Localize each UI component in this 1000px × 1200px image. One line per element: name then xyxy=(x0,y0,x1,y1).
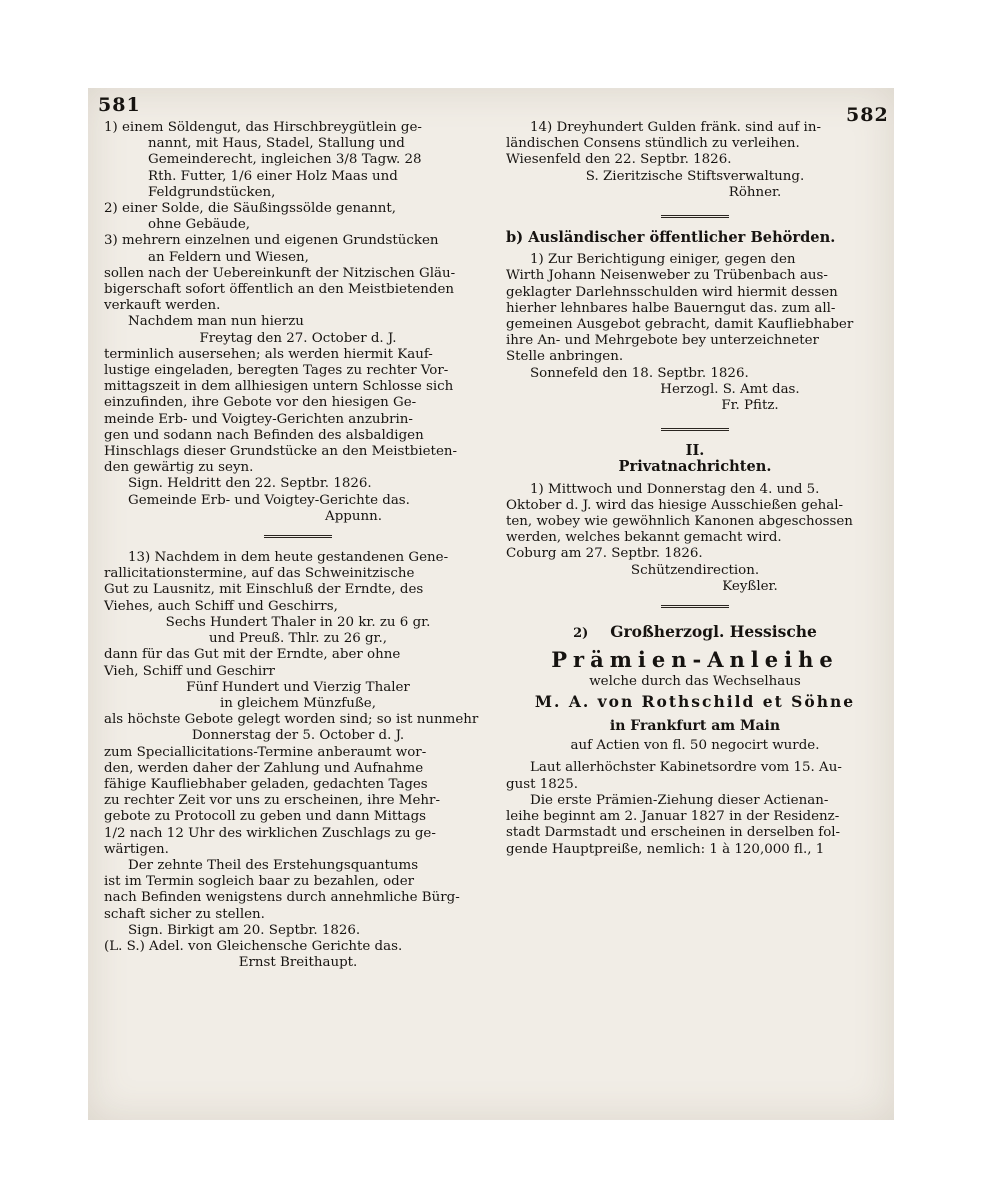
text-line: geklagter Darlehnsschulden wird hiermit dessen xyxy=(506,284,838,300)
text-line: den gewärtig zu seyn. xyxy=(104,460,254,476)
text-line: Die erste Prämien-Ziehung dieser Actienan- xyxy=(530,792,829,808)
text-line: gen und sodann nach Befinden des alsbaldigen xyxy=(104,427,424,443)
text-line: Der zehnte Theil des Erstehungsquantums xyxy=(128,857,419,873)
text-line: gende Hauptpreiße, nemlich: 1 à 120,000 fl., 1 xyxy=(506,841,825,857)
text-line: 1) Mittwoch und Donnerstag den 4. und 5. xyxy=(530,481,820,497)
item-14 xyxy=(506,120,884,201)
section-number: II. xyxy=(685,442,705,460)
text-line: 13) Nachdem in dem heute gestandenen Gene- xyxy=(128,550,449,566)
date-line: Coburg am 27. Septbr. 1826. xyxy=(506,546,703,562)
announcement-subline: auf Actien von fl. 50 negocirt wurde. xyxy=(570,738,820,754)
text-line: ländischen Consens stündlich zu verleihen. xyxy=(506,136,800,152)
text-line: zu rechter Zeit vor uns zu erscheinen, ihre Mehr- xyxy=(104,793,440,809)
item-p2-announcement xyxy=(506,620,884,858)
announcement-title-main: Prämien-Anleihe xyxy=(551,647,839,673)
signature-name: Fr. Pfitz. xyxy=(721,398,779,414)
item-13 xyxy=(104,550,492,923)
date-line: Wiesenfeld den 22. Septbr. 1826. xyxy=(506,152,732,168)
signature-place: Sign. Heldritt den 22. Septbr. 1826. xyxy=(128,476,372,492)
text-line: 14) Dreyhundert Gulden fränk. sind auf in- xyxy=(530,120,821,135)
announcement-subline: welche durch das Wechselhaus xyxy=(589,674,801,690)
text-line: verkauft werden. xyxy=(104,298,221,314)
paragraph-sale xyxy=(104,266,492,315)
text-line: terminlich ausersehen; als werden hiermit Kauf- xyxy=(104,346,433,362)
text-line: Feldgrundstücken, xyxy=(148,184,276,200)
item-number: 2) xyxy=(573,626,589,642)
item-2 xyxy=(104,201,492,233)
text-line: mittagszeit in dem allhiesigen untern Schlosse sich xyxy=(104,379,454,395)
item-3 xyxy=(104,233,492,265)
text-line: 2) einer Solde, die Säußingssölde genannt, xyxy=(104,201,397,217)
offer-line: in gleichem Münzfuße, xyxy=(220,695,376,711)
text-line: lustige eingeladen, beregten Tages zu rechter Vor- xyxy=(104,363,449,379)
text-line: Gut zu Lausnitz, mit Einschluß der Erndte, des xyxy=(104,582,424,598)
text-line: meinde Erb- und Voigtey-Gerichten anzubrin- xyxy=(104,411,413,427)
text-line: bigerschaft sofort öffentlich an den Meistbietenden xyxy=(104,282,455,298)
text-line: Vieh, Schiff und Geschirr xyxy=(104,663,275,679)
left-column xyxy=(104,120,492,971)
office-line: Herzogl. S. Amt das. xyxy=(660,381,800,397)
text-line: nach Befinden wenigstens durch annehmliche Bürg- xyxy=(104,890,460,906)
section-divider xyxy=(661,428,729,431)
text-line: Stelle anbringen. xyxy=(506,349,624,365)
text-line: einzufinden, ihre Gebote vor den hiesigen Ge- xyxy=(104,395,417,411)
section-heading-private: Privatnachrichten. xyxy=(618,458,772,476)
announcement-city: in Frankfurt am Main xyxy=(609,718,781,735)
section-heading-b: b) Ausländischer öffentlicher Behörden. xyxy=(506,229,836,247)
offer-line: Fünf Hundert und Vierzig Thaler xyxy=(186,679,410,695)
text-line: 1) Zur Berichtigung einiger, gegen den xyxy=(530,252,796,268)
text-line: 3) mehrern einzelnen und eigenen Grundstücken xyxy=(104,233,439,249)
text-line: Rth. Futter, 1/6 einer Holz Maas und xyxy=(148,168,398,184)
text-line: als höchste Gebote gelegt worden sind; so ist nunmehr xyxy=(104,712,479,728)
announcement-title-line: Großherzogl. Hessische xyxy=(610,622,817,642)
text-line: ten, wobey wie gewöhnlich Kanonen abgeschossen xyxy=(506,514,853,530)
text-line: sollen nach der Uebereinkunft der Nitzischen Gläu- xyxy=(104,265,456,281)
text-line: werden, welches bekannt gemacht wird. xyxy=(506,530,782,546)
section-divider xyxy=(661,605,729,608)
text-line: wärtigen. xyxy=(104,841,169,857)
page-number-left: 581 xyxy=(98,94,141,116)
office-line: S. Zieritzische Stiftsverwaltung. xyxy=(585,168,805,184)
date-line: Freytag den 27. October d. J. xyxy=(199,330,397,346)
text-line: stadt Darmstadt und erscheinen in derselben fol- xyxy=(506,825,841,841)
announcement-bank: M. A. von Rothschild et Söhne xyxy=(534,692,856,712)
text-line: Wirth Johann Neisenweber zu Trübenbach aus- xyxy=(506,268,828,284)
signature-name: Ernst Breithaupt. xyxy=(238,955,358,971)
signature-court: Gemeinde Erb- und Voigtey-Gerichte das. xyxy=(128,492,410,508)
text-line: Hinschlags dieser Grundstücke an den Meistbieten- xyxy=(104,444,458,460)
text-line: 1) einem Söldengut, das Hirschbreygütlein ge- xyxy=(104,120,422,135)
text-line: fähige Kaufliebhaber geladen, gedachten Tages xyxy=(104,776,428,792)
text-line: gust 1825. xyxy=(506,776,579,792)
text-line: 1/2 nach 12 Uhr des wirklichen Zuschlags zu ge- xyxy=(104,825,436,841)
text-line: Oktober d. J. wird das hiesige Ausschießen gehal- xyxy=(506,497,844,513)
date-line: Sonnefeld den 18. Septbr. 1826. xyxy=(530,365,749,381)
date-line: Donnerstag der 5. October d. J. xyxy=(191,728,405,744)
text-line: den, werden daher der Zahlung und Aufnahme xyxy=(104,760,424,776)
text-line: schaft sicher zu stellen. xyxy=(104,906,265,922)
offer-line: Sechs Hundert Thaler in 20 kr. zu 6 gr. xyxy=(165,614,431,630)
signature-name: Keyßler. xyxy=(722,578,778,594)
office-line: Schützendirection. xyxy=(630,562,760,578)
text-line: rallicitationstermine, auf das Schweinitzische xyxy=(104,566,415,582)
text-line: gemeinen Ausgebot gebracht, damit Kaufliebhaber xyxy=(506,317,854,333)
text-line: Laut allerhöchster Kabinetsordre vom 15. Au- xyxy=(530,760,842,776)
text-line: Viehes, auch Schiff und Geschirrs, xyxy=(104,598,338,614)
offer-line: und Preuß. Thlr. zu 26 gr., xyxy=(208,631,388,647)
text-line: hierher lehnbares halbe Bauerngut das. zum all- xyxy=(506,300,836,316)
section-divider xyxy=(264,535,332,538)
text-line: Gemeinderecht, ingleichen 3/8 Tagw. 28 xyxy=(148,152,422,168)
text-line: ist im Termin sogleich baar zu bezahlen, oder xyxy=(104,874,415,890)
text-line: Nachdem man nun hierzu xyxy=(128,314,304,330)
item-1 xyxy=(104,120,492,201)
signature-place: Sign. Birkigt am 20. Septbr. 1826. xyxy=(128,922,361,938)
text-line: dann für das Gut mit der Erndte, aber ohne xyxy=(104,647,401,663)
paragraph-invitation xyxy=(104,314,492,476)
text-line: an Feldern und Wiesen, xyxy=(148,249,309,265)
text-line: gebote zu Protocoll zu geben und dann Mittags xyxy=(104,809,427,825)
signature-name: Appunn. xyxy=(325,508,382,524)
right-column xyxy=(506,120,884,858)
text-line: zum Speciallicitations-Termine anberaumt wor- xyxy=(104,744,427,760)
text-line: ihre An- und Mehrgebote bey unterzeichneter xyxy=(506,333,819,349)
page-number-right: 582 xyxy=(846,104,889,126)
signature-court: (L. S.) Adel. von Gleichensche Gerichte das. xyxy=(104,938,403,954)
item-b1 xyxy=(506,252,884,414)
text-line: ohne Gebäude, xyxy=(148,217,251,233)
text-line: nannt, mit Haus, Stadel, Stallung und xyxy=(148,136,405,152)
section-divider xyxy=(661,215,729,218)
item-p1 xyxy=(506,482,884,595)
text-line: leihe beginnt am 2. Januar 1827 in der Residenz- xyxy=(506,809,840,825)
signature-name: Röhner. xyxy=(728,184,782,200)
